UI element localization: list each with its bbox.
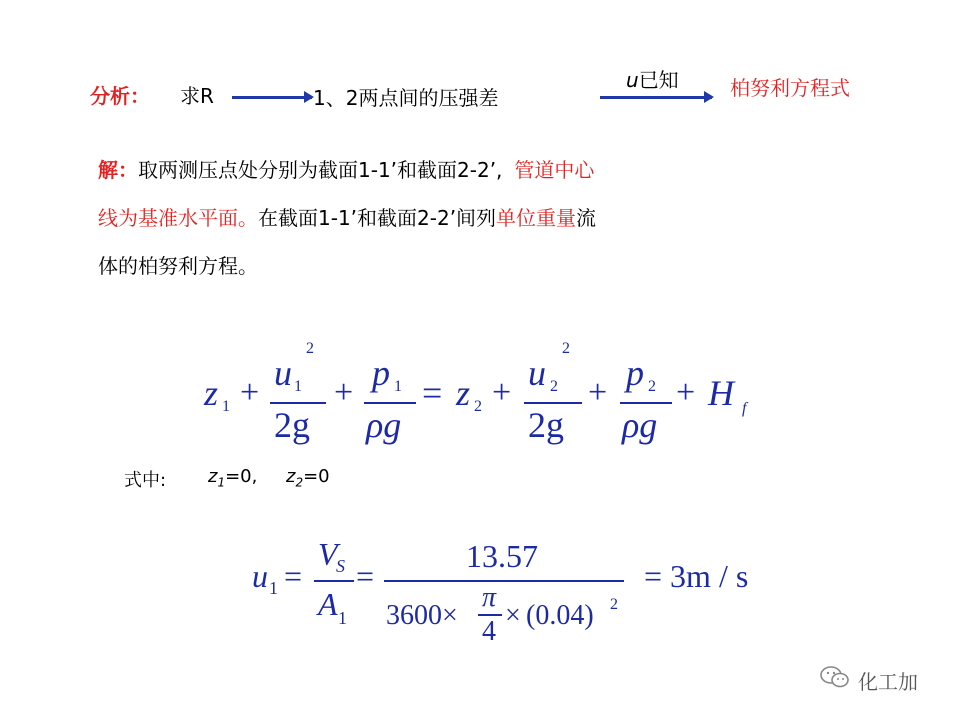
eq2-den-sq: 2: [610, 596, 618, 613]
eq1-u1-sq: 2: [306, 340, 314, 357]
eq2-A-sub: 1: [338, 608, 347, 628]
eq1-p1-sub: 1: [394, 378, 402, 395]
solution-text-2b: 在截面1-1’和截面2-2’间列: [258, 206, 497, 230]
solution-text-2c: 单位重量: [496, 206, 577, 230]
eq1-plus-4: +: [588, 374, 608, 411]
known-text: [626, 64, 679, 93]
where-z1: $z_1=0$,: [208, 466, 258, 490]
analysis-label: 分析：: [90, 84, 150, 108]
solution-text-2a: 线为基准水平面。: [98, 206, 258, 230]
known-var: u: [626, 68, 639, 92]
known-word: 已知: [638, 68, 679, 92]
solution-text-2d: 流: [576, 206, 597, 230]
eq2-u-sub: 1: [269, 578, 278, 598]
eq1-H: H: [708, 373, 734, 413]
where-z2: $z_2=0$: [286, 466, 330, 490]
wechat-icon: [820, 664, 850, 694]
eq1-z2-sub: 2: [474, 398, 482, 415]
eq2-den-3600: 3600×: [386, 600, 458, 631]
result-text: 柏努利方程式: [730, 76, 850, 100]
arrow-2: [600, 96, 712, 99]
eq2-u: u: [252, 558, 268, 594]
solution-label: 解：: [98, 158, 138, 182]
eq1-rhog-2: ρg: [622, 405, 658, 445]
solution-text-1b: 管道中心: [514, 158, 595, 182]
find-text: 求R: [180, 84, 214, 108]
eq1-u2-sub: 2: [550, 378, 558, 395]
eq2-times: ×: [505, 600, 521, 631]
solution-line-1: [98, 160, 594, 180]
solution-line-2: [98, 208, 596, 228]
eq1-u1-sub: 1: [294, 378, 302, 395]
watermark-text: 化工加: [858, 670, 918, 694]
eq2-V: V: [318, 536, 338, 572]
eq1-plus-3: +: [492, 374, 512, 411]
eq2-pi: π: [482, 582, 497, 613]
eq1-z2: z: [456, 373, 471, 413]
eq1-2g-2: 2g: [528, 405, 564, 445]
eq2-numerator: 13.57: [466, 538, 538, 574]
eq1-plus-5: +: [676, 374, 696, 411]
eq1-p2: p: [626, 353, 644, 393]
eq1-p1: p: [372, 353, 390, 393]
eq2-result: = 3m / s: [644, 558, 749, 594]
solution-text-1a: 取两测压点处分别为截面1-1’和截面2-2’,: [138, 158, 503, 182]
eq1-plus-1: +: [240, 374, 260, 411]
eq2-V-sub: S: [336, 556, 345, 576]
eq1-z1: z: [204, 373, 219, 413]
eq1-plus-2: +: [334, 374, 354, 411]
eq1-p2-sub: 2: [648, 378, 656, 395]
eq1-H-sub: f: [742, 400, 747, 417]
eq2-frac-line-1: [314, 580, 354, 582]
middle-text: 1、2两点间的压强差: [313, 86, 499, 110]
eq2-frac-line-2: [384, 580, 624, 582]
eq2-paren: (0.04): [526, 600, 594, 631]
eq1-equals: =: [422, 373, 443, 413]
eq2-equals-1: =: [284, 558, 303, 594]
eq2-four: 4: [482, 616, 496, 647]
eq1-u2: u: [528, 353, 546, 393]
solution-line-3: 体的柏努利方程。: [98, 254, 258, 278]
eq1-z1-sub: 1: [222, 398, 230, 415]
eq2-A: A: [318, 586, 338, 622]
where-label: 式中:: [124, 470, 167, 491]
eq1-u2-sq: 2: [562, 340, 570, 357]
eq1-u1: u: [274, 353, 292, 393]
arrow-1: [232, 96, 312, 99]
eq1-2g-1: 2g: [274, 405, 310, 445]
eq1-rhog-1: ρg: [366, 405, 402, 445]
eq2-equals-2: =: [356, 558, 375, 594]
